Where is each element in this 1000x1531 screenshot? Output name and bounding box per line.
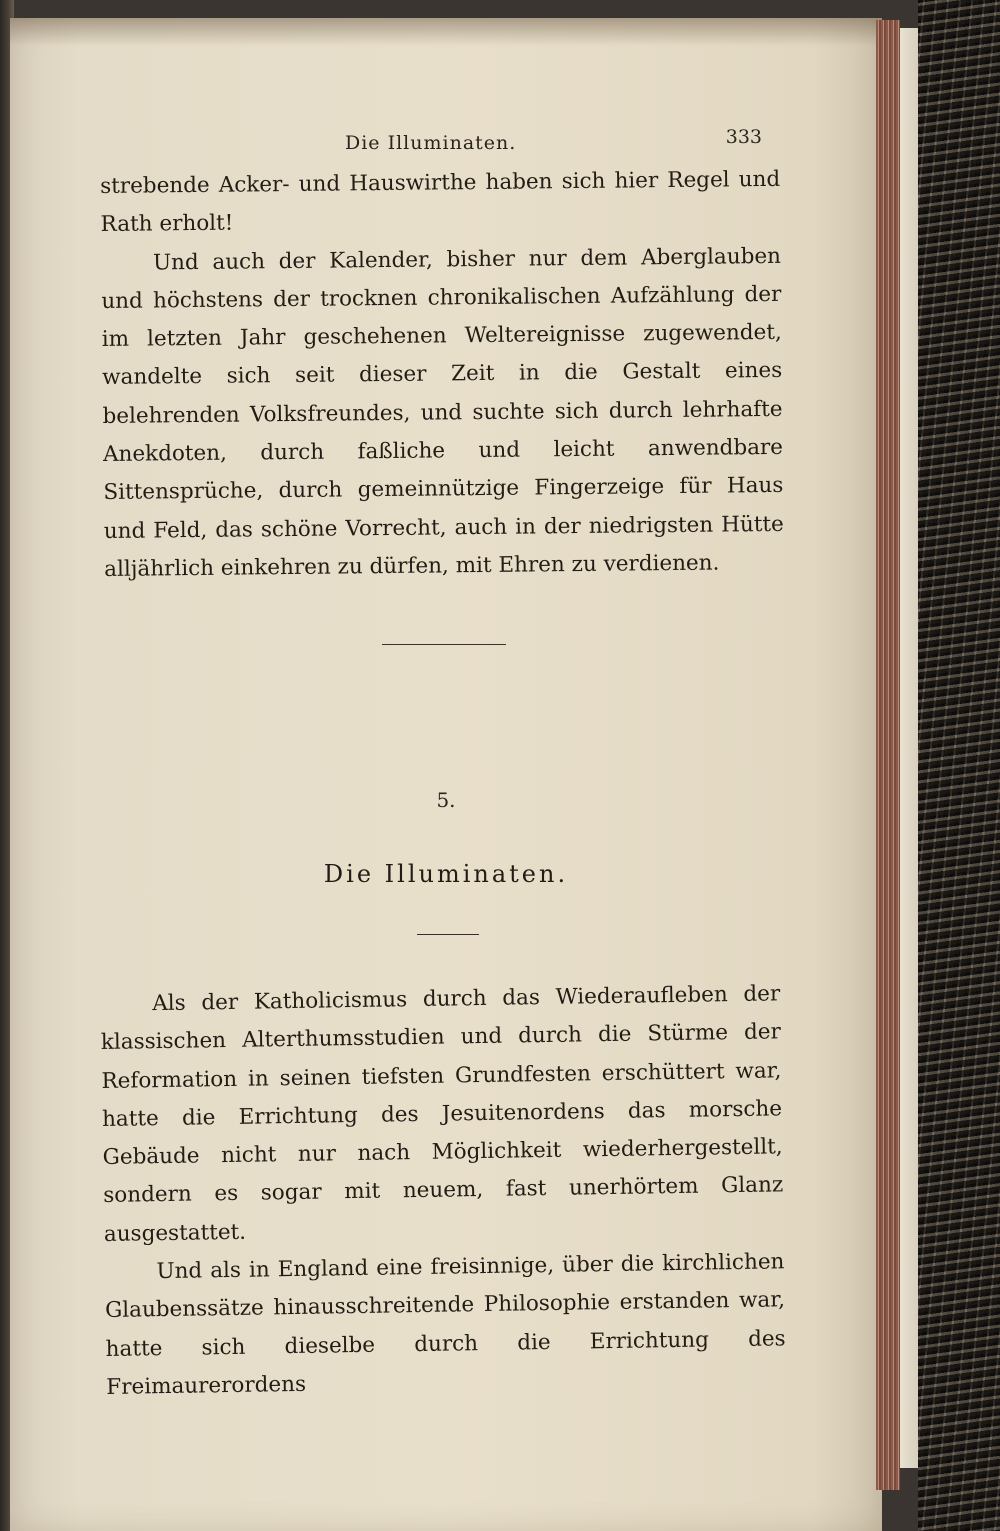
paragraph: strebende Acker- und Hauswirthe haben sich hier Regel und Rath erholt! xyxy=(100,166,781,238)
marbled-cover xyxy=(918,0,1000,1531)
paragraph: Als der Katholicismus durch das Wiederaufleben der klassischen Alterthumsstudien und durch die Stürme der Reformation in seinen tiefsten Grundfesten erschüttert war, hatte die Errichtung des Jesuitenordens das morsche Gebäude nicht nur nach Möglichkeit wiederhergestellt, sondern es sogar mit neuem, fast unerhörtem Glanz ausgestattet. xyxy=(100,981,784,1247)
text-block-bottom xyxy=(100,975,787,1407)
paragraph: Und auch der Kalender, bisher nur dem Aberglauben und höchstens der trocknen chronikalischen Aufzählung der im letzten Jahr geschehenen Weltereignisse zugewendet, wandelte sich seit dieser Zeit in die Gestalt eines belehrenden Volksfreundes, und suchte sich durch lehrhafte Anekdoten, durch faßliche und leicht anwendbare Sittensprüche, durch gemeinnützige Fingerzeige für Haus und Feld, das schöne Vorrecht, auch in der niedrigsten Hütte alljährlich einkehren zu dürfen, mit Ehren zu verdienen. xyxy=(101,243,784,582)
page-number: 333 xyxy=(725,126,762,148)
page-shadow xyxy=(10,18,882,46)
section-divider xyxy=(382,644,506,645)
book-page xyxy=(10,18,882,1531)
page-header xyxy=(90,126,770,166)
chapter-number: 5. xyxy=(436,788,456,812)
running-title: Die Illuminaten. xyxy=(345,132,517,154)
title-divider xyxy=(417,934,479,935)
page-stack-edge xyxy=(876,20,900,1490)
paragraph: Und als in England eine freisinnige, über die kirchlichen Glaubenssätze hinausschreitende Philosophie erstanden war, hatte sich dieselbe durch die Errichtung des Freimaurerordens xyxy=(104,1249,786,1400)
chapter-title: Die Illuminaten. xyxy=(323,860,569,888)
page-stack-edge-light xyxy=(900,28,918,1468)
text-block-top xyxy=(100,161,784,589)
